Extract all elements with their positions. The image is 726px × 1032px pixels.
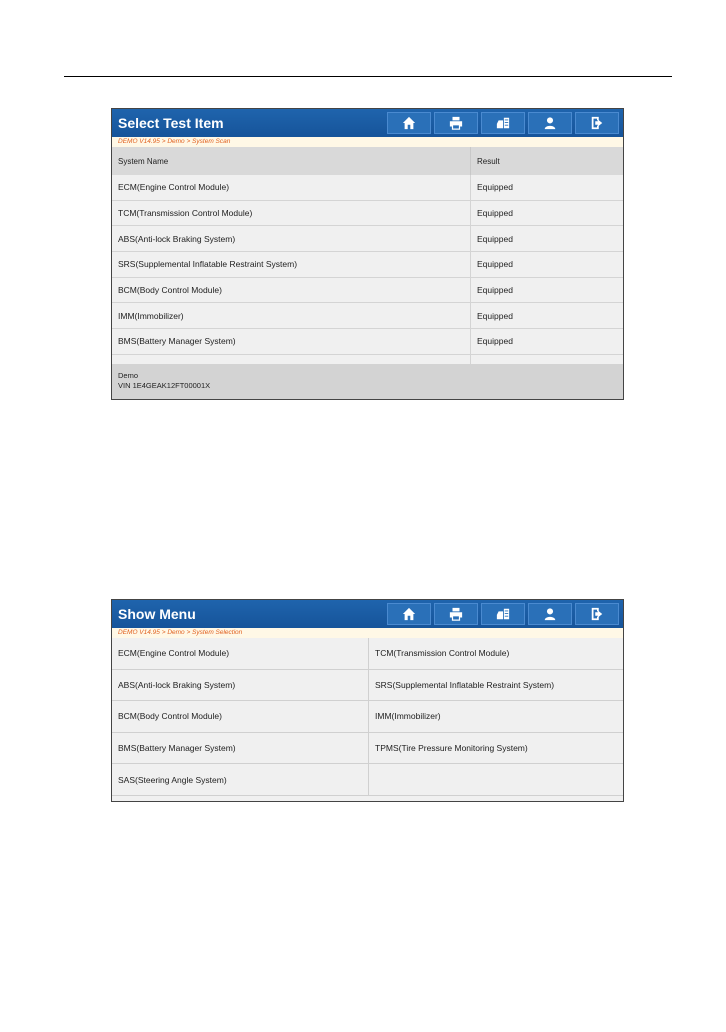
user-button[interactable]: [528, 603, 572, 625]
vehicle-report-button[interactable]: [481, 112, 525, 134]
menu-item[interactable]: TCM(Transmission Control Module): [368, 638, 623, 670]
vehicle-report-button[interactable]: [481, 603, 525, 625]
column-header-result: Result: [470, 147, 623, 175]
system-result: Equipped: [470, 278, 623, 303]
system-result: Equipped: [470, 175, 623, 200]
menu-item[interactable]: SRS(Supplemental Inflatable Restraint System): [368, 670, 623, 702]
home-icon: [402, 607, 416, 621]
exit-icon: [590, 116, 604, 130]
print-button[interactable]: [434, 603, 478, 625]
user-icon: [543, 607, 557, 621]
vehicle-vin: VIN 1E4GEAK12FT00001X: [118, 381, 211, 390]
table-row[interactable]: [112, 252, 623, 278]
table-row[interactable]: [112, 329, 623, 355]
system-result: Equipped: [470, 329, 623, 354]
screen-title: Select Test Item: [118, 115, 224, 131]
vehicle-report-icon: [496, 607, 510, 621]
system-menu-grid: [112, 638, 623, 796]
system-result: Equipped: [470, 252, 623, 277]
print-icon: [449, 607, 463, 621]
menu-item[interactable]: ABS(Anti-lock Braking System): [112, 670, 368, 702]
select-test-item-screen: [111, 108, 624, 400]
user-icon: [543, 116, 557, 130]
vehicle-report-icon: [496, 116, 510, 130]
table-row[interactable]: [112, 303, 623, 329]
title-bar: [112, 109, 623, 137]
vehicle-name: Demo: [118, 371, 139, 380]
system-list[interactable]: [112, 175, 623, 362]
toolbar: [384, 112, 619, 134]
system-name: TCM(Transmission Control Module): [118, 208, 253, 219]
menu-item[interactable]: BCM(Body Control Module): [112, 701, 368, 733]
screen-title: Show Menu: [118, 606, 196, 622]
vehicle-info-footer: [112, 364, 623, 399]
breadcrumb: DEMO V14.95 > Demo > System Selection: [112, 628, 623, 638]
menu-item[interactable]: TPMS(Tire Pressure Monitoring System): [368, 733, 623, 765]
menu-item[interactable]: IMM(Immobilizer): [368, 701, 623, 733]
system-result: Equipped: [470, 226, 623, 251]
breadcrumb: DEMO V14.95 > Demo > System Scan: [112, 137, 623, 147]
empty-menu-cell: [368, 764, 623, 796]
column-header-system-name: System Name: [118, 156, 169, 166]
table-row[interactable]: [112, 278, 623, 304]
table-row[interactable]: [112, 201, 623, 227]
table-header: [112, 147, 623, 175]
system-name: ABS(Anti-lock Braking System): [118, 233, 236, 244]
user-button[interactable]: [528, 112, 572, 134]
system-result: Equipped: [470, 201, 623, 226]
table-row[interactable]: [112, 226, 623, 252]
system-name: SRS(Supplemental Inflatable Restraint System): [118, 259, 298, 270]
home-icon: [402, 116, 416, 130]
print-icon: [449, 116, 463, 130]
show-menu-screen: [111, 599, 624, 802]
toolbar: [384, 603, 619, 625]
exit-button[interactable]: [575, 112, 619, 134]
home-button[interactable]: [387, 603, 431, 625]
menu-item[interactable]: BMS(Battery Manager System): [112, 733, 368, 765]
exit-button[interactable]: [575, 603, 619, 625]
menu-item[interactable]: ECM(Engine Control Module): [112, 638, 368, 670]
table-row[interactable]: [112, 175, 623, 201]
system-name: IMM(Immobilizer): [118, 310, 184, 321]
system-name: BMS(Battery Manager System): [118, 336, 236, 347]
home-button[interactable]: [387, 112, 431, 134]
page-header-rule: [64, 76, 672, 77]
title-bar: [112, 600, 623, 628]
print-button[interactable]: [434, 112, 478, 134]
exit-icon: [590, 607, 604, 621]
system-name: ECM(Engine Control Module): [118, 182, 230, 193]
menu-item[interactable]: SAS(Steering Angle System): [112, 764, 368, 796]
system-result: Equipped: [470, 303, 623, 328]
system-name: BCM(Body Control Module): [118, 285, 222, 296]
